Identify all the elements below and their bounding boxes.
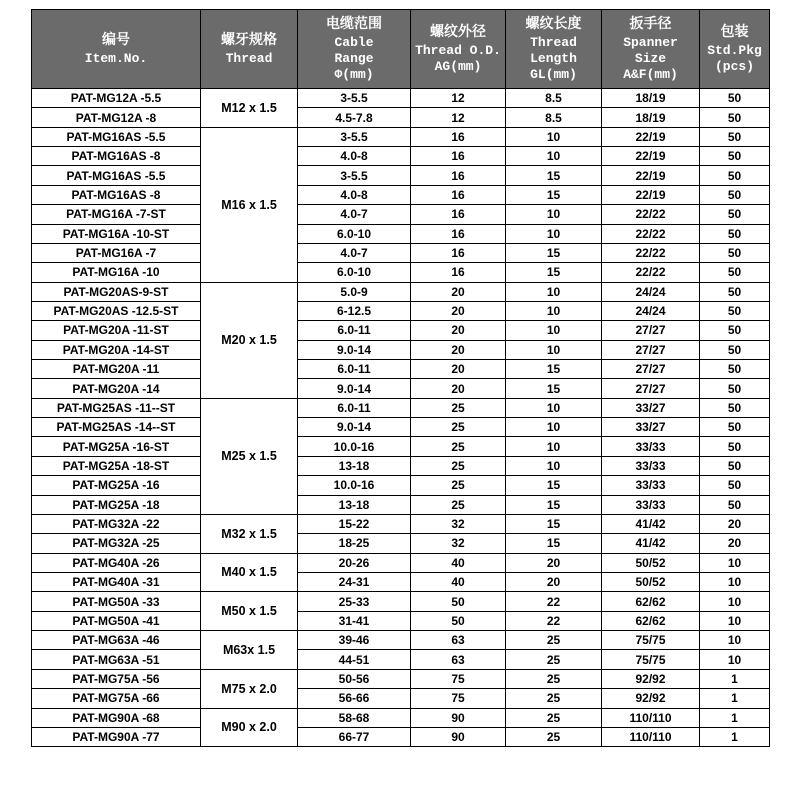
header-cable-range-en: Φ(mm) [334,66,374,82]
cell-item-no: PAT-MG20A -14 [32,379,201,398]
cell-thread-od: 25 [411,437,506,456]
table-row [32,147,770,166]
cell-spanner-size: 110/110 [602,727,700,746]
header-spanner-size-en: Size [634,50,667,66]
cell-std-pkg: 50 [700,456,770,475]
cell-spanner-size: 110/110 [602,708,700,727]
cell-thread-length: 10 [506,301,602,320]
cell-spanner-size: 33/27 [602,398,700,417]
header-row [32,10,770,89]
cell-item-no: PAT-MG50A -33 [32,592,201,611]
header-thread-length-en: GL(mm) [530,66,577,82]
cell-std-pkg: 50 [700,495,770,514]
cell-spanner-size: 75/75 [602,631,700,650]
cell-spanner-size: 92/92 [602,689,700,708]
table-row [32,437,770,456]
cell-thread: M40 x 1.5 [201,553,298,592]
cell-thread: M25 x 1.5 [201,398,298,514]
cell-thread-od: 32 [411,534,506,553]
cell-cable-range: 9.0-14 [298,418,411,437]
cell-std-pkg: 50 [700,224,770,243]
cell-item-no: PAT-MG75A -66 [32,689,201,708]
cell-thread-length: 10 [506,418,602,437]
cell-item-no: PAT-MG63A -51 [32,650,201,669]
cell-thread-od: 16 [411,127,506,146]
cell-spanner-size: 27/27 [602,321,700,340]
cell-item-no: PAT-MG32A -22 [32,514,201,533]
cell-thread-od: 20 [411,379,506,398]
header-spanner-size-en: A&F(mm) [623,66,678,82]
cell-item-no: PAT-MG20A -11 [32,360,201,379]
cell-thread-od: 16 [411,224,506,243]
cell-std-pkg: 1 [700,708,770,727]
cell-std-pkg: 50 [700,476,770,495]
cell-thread-length: 15 [506,514,602,533]
cell-cable-range: 13-18 [298,456,411,475]
header-cable-range-en: Range [334,50,374,66]
cell-item-no: PAT-MG25A -16 [32,476,201,495]
cell-thread-od: 20 [411,321,506,340]
table-header [32,10,770,89]
cell-cable-range: 31-41 [298,611,411,630]
cell-thread-length: 20 [506,572,602,591]
cell-thread-od: 16 [411,243,506,262]
cell-thread-od: 20 [411,340,506,359]
cell-thread-length: 8.5 [506,89,602,108]
table-row [32,127,770,146]
cell-spanner-size: 33/33 [602,495,700,514]
cell-item-no: PAT-MG90A -77 [32,727,201,746]
cell-item-no: PAT-MG25A -16-ST [32,437,201,456]
cell-std-pkg: 50 [700,360,770,379]
cell-std-pkg: 50 [700,243,770,262]
cell-thread-length: 15 [506,495,602,514]
cell-cable-range: 18-25 [298,534,411,553]
cell-item-no: PAT-MG16A -10 [32,263,201,282]
table-row [32,205,770,224]
table-row [32,340,770,359]
cell-thread: M32 x 1.5 [201,514,298,553]
cell-cable-range: 6.0-10 [298,224,411,243]
cell-thread-length: 15 [506,185,602,204]
cell-item-no: PAT-MG63A -46 [32,631,201,650]
cell-thread-od: 20 [411,301,506,320]
cell-thread-length: 22 [506,611,602,630]
header-spanner-size [602,10,700,89]
cell-cable-range: 6.0-11 [298,398,411,417]
cell-std-pkg: 50 [700,340,770,359]
header-std-pkg-zh: 包装 [720,23,749,40]
cell-thread: M16 x 1.5 [201,127,298,282]
cell-item-no: PAT-MG40A -31 [32,572,201,591]
cell-item-no: PAT-MG16AS -5.5 [32,127,201,146]
cell-spanner-size: 62/62 [602,611,700,630]
header-thread-en: Thread [225,50,273,66]
cell-thread-length: 25 [506,631,602,650]
cell-thread-length: 10 [506,147,602,166]
cell-thread-length: 10 [506,127,602,146]
table-row [32,669,770,688]
cell-thread-od: 25 [411,495,506,514]
cell-spanner-size: 24/24 [602,282,700,301]
cell-cable-range: 20-26 [298,553,411,572]
cell-item-no: PAT-MG25AS -14--ST [32,418,201,437]
cell-item-no: PAT-MG75A -56 [32,669,201,688]
table-row [32,282,770,301]
cell-thread-length: 15 [506,379,602,398]
cell-std-pkg: 50 [700,147,770,166]
cell-std-pkg: 50 [700,108,770,127]
table-row [32,572,770,591]
header-item-no-en: Item.No. [84,50,148,66]
cell-cable-range: 4.0-7 [298,243,411,262]
cell-std-pkg: 50 [700,166,770,185]
cell-std-pkg: 50 [700,437,770,456]
cell-thread-length: 15 [506,534,602,553]
cell-cable-range: 10.0-16 [298,476,411,495]
cell-spanner-size: 50/52 [602,572,700,591]
cell-thread: M12 x 1.5 [201,89,298,128]
table-row [32,418,770,437]
cell-std-pkg: 50 [700,301,770,320]
cell-thread-length: 15 [506,243,602,262]
cell-std-pkg: 10 [700,650,770,669]
cell-spanner-size: 22/19 [602,127,700,146]
cell-thread-length: 10 [506,205,602,224]
cell-thread-length: 25 [506,727,602,746]
table-row [32,185,770,204]
cell-spanner-size: 33/27 [602,418,700,437]
header-cable-range [298,10,411,89]
cell-thread-od: 90 [411,708,506,727]
cell-thread: M90 x 2.0 [201,708,298,747]
header-std-pkg-en: Std.Pkg [707,42,762,58]
header-std-pkg-en: (pcs) [714,58,754,74]
cell-cable-range: 4.0-8 [298,185,411,204]
cell-cable-range: 4.0-7 [298,205,411,224]
cell-spanner-size: 22/19 [602,166,700,185]
cell-spanner-size: 24/24 [602,301,700,320]
header-thread-zh: 螺牙规格 [221,31,277,48]
cell-cable-range: 15-22 [298,514,411,533]
table-row [32,263,770,282]
table-row [32,456,770,475]
cell-spanner-size: 18/19 [602,89,700,108]
table-row [32,689,770,708]
table-body [32,89,770,747]
cell-thread-od: 90 [411,727,506,746]
cell-item-no: PAT-MG20A -11-ST [32,321,201,340]
cell-thread-od: 40 [411,553,506,572]
cell-thread-length: 10 [506,224,602,243]
table-row [32,495,770,514]
table-row [32,727,770,746]
cell-cable-range: 50-56 [298,669,411,688]
cell-thread-length: 20 [506,553,602,572]
table-row [32,534,770,553]
cell-thread-length: 8.5 [506,108,602,127]
cell-item-no: PAT-MG20A -14-ST [32,340,201,359]
cell-std-pkg: 50 [700,263,770,282]
cell-cable-range: 6-12.5 [298,301,411,320]
cell-spanner-size: 22/19 [602,147,700,166]
cell-std-pkg: 50 [700,398,770,417]
cell-cable-range: 24-31 [298,572,411,591]
spec-table [31,9,770,747]
cell-item-no: PAT-MG20AS -12.5-ST [32,301,201,320]
cell-std-pkg: 50 [700,282,770,301]
cell-std-pkg: 50 [700,321,770,340]
header-thread-od-en: Thread O.D. [415,42,501,58]
cell-cable-range: 6.0-10 [298,263,411,282]
cell-cable-range: 6.0-11 [298,321,411,340]
table-row [32,398,770,417]
table-row [32,592,770,611]
header-thread-length-en: Length [530,50,577,66]
cell-item-no: PAT-MG12A -8 [32,108,201,127]
table-row [32,514,770,533]
cell-thread-od: 16 [411,263,506,282]
cell-cable-range: 6.0-11 [298,360,411,379]
cell-thread-length: 10 [506,456,602,475]
cell-item-no: PAT-MG50A -41 [32,611,201,630]
cell-spanner-size: 75/75 [602,650,700,669]
cell-thread-length: 10 [506,321,602,340]
cell-std-pkg: 10 [700,592,770,611]
cell-thread-od: 20 [411,282,506,301]
cell-std-pkg: 50 [700,205,770,224]
cell-thread-od: 32 [411,514,506,533]
cell-cable-range: 3-5.5 [298,89,411,108]
cell-item-no: PAT-MG16A -7-ST [32,205,201,224]
cell-thread-od: 16 [411,185,506,204]
cell-std-pkg: 10 [700,631,770,650]
cell-spanner-size: 41/42 [602,514,700,533]
cell-std-pkg: 20 [700,514,770,533]
cell-item-no: PAT-MG40A -26 [32,553,201,572]
cell-item-no: PAT-MG16AS -8 [32,147,201,166]
cell-item-no: PAT-MG25A -18-ST [32,456,201,475]
header-item-no [32,10,201,89]
cell-thread-od: 63 [411,650,506,669]
cell-spanner-size: 22/22 [602,205,700,224]
cell-cable-range: 66-77 [298,727,411,746]
cell-item-no: PAT-MG25AS -11--ST [32,398,201,417]
header-spanner-size-en: Spanner [623,34,678,50]
cell-thread-length: 25 [506,708,602,727]
cell-cable-range: 25-33 [298,592,411,611]
table-row [32,166,770,185]
cell-item-no: PAT-MG16AS -8 [32,185,201,204]
cell-thread-od: 25 [411,476,506,495]
cell-cable-range: 13-18 [298,495,411,514]
cell-thread: M50 x 1.5 [201,592,298,631]
cell-spanner-size: 22/22 [602,263,700,282]
table-row [32,321,770,340]
cell-std-pkg: 50 [700,89,770,108]
cell-thread-od: 40 [411,572,506,591]
cell-item-no: PAT-MG16A -10-ST [32,224,201,243]
cell-item-no: PAT-MG25A -18 [32,495,201,514]
cell-thread-od: 75 [411,669,506,688]
cell-std-pkg: 10 [700,553,770,572]
cell-thread-length: 25 [506,650,602,669]
cell-thread-length: 10 [506,398,602,417]
cell-spanner-size: 22/19 [602,185,700,204]
table-row [32,360,770,379]
table-row [32,650,770,669]
cell-thread-length: 15 [506,166,602,185]
cell-thread-length: 25 [506,669,602,688]
cell-cable-range: 9.0-14 [298,340,411,359]
cell-cable-range: 4.5-7.8 [298,108,411,127]
cell-thread-od: 63 [411,631,506,650]
cell-thread-od: 16 [411,147,506,166]
cell-cable-range: 10.0-16 [298,437,411,456]
cell-std-pkg: 10 [700,611,770,630]
cell-thread-od: 25 [411,398,506,417]
cell-item-no: PAT-MG12A -5.5 [32,89,201,108]
header-thread [201,10,298,89]
cell-cable-range: 3-5.5 [298,166,411,185]
cell-spanner-size: 22/22 [602,243,700,262]
table-row [32,108,770,127]
header-cable-range-zh: 电缆范围 [326,15,382,32]
cell-std-pkg: 50 [700,379,770,398]
cell-spanner-size: 18/19 [602,108,700,127]
cell-spanner-size: 33/33 [602,437,700,456]
cell-thread: M63x 1.5 [201,631,298,670]
cell-thread-od: 20 [411,360,506,379]
cell-spanner-size: 27/27 [602,340,700,359]
cell-thread-length: 10 [506,340,602,359]
cell-std-pkg: 50 [700,127,770,146]
header-item-no-zh: 编号 [102,31,130,48]
table-row [32,301,770,320]
cell-thread-length: 22 [506,592,602,611]
cell-spanner-size: 62/62 [602,592,700,611]
table-row [32,89,770,108]
cell-cable-range: 58-68 [298,708,411,727]
header-std-pkg [700,10,770,89]
cell-std-pkg: 20 [700,534,770,553]
table-row [32,476,770,495]
cell-std-pkg: 50 [700,418,770,437]
table-row [32,553,770,572]
cell-spanner-size: 27/27 [602,360,700,379]
header-spanner-size-zh: 扳手径 [629,15,672,32]
cell-thread-od: 12 [411,89,506,108]
cell-cable-range: 5.0-9 [298,282,411,301]
cell-thread-length: 10 [506,437,602,456]
table-row [32,224,770,243]
cell-std-pkg: 1 [700,689,770,708]
cell-cable-range: 4.0-8 [298,147,411,166]
table-row [32,611,770,630]
cell-thread-od: 75 [411,689,506,708]
cell-thread-length: 15 [506,476,602,495]
cell-item-no: PAT-MG20AS-9-ST [32,282,201,301]
cell-thread-od: 16 [411,205,506,224]
cell-cable-range: 9.0-14 [298,379,411,398]
cell-std-pkg: 50 [700,185,770,204]
header-thread-od [411,10,506,89]
cell-spanner-size: 27/27 [602,379,700,398]
header-thread-length [506,10,602,89]
cell-cable-range: 39-46 [298,631,411,650]
cell-spanner-size: 33/33 [602,476,700,495]
cell-item-no: PAT-MG16A -7 [32,243,201,262]
table-row [32,243,770,262]
cell-spanner-size: 22/22 [602,224,700,243]
header-thread-length-en: Thread [530,34,577,50]
cell-thread-od: 12 [411,108,506,127]
cell-spanner-size: 92/92 [602,669,700,688]
cell-thread-od: 50 [411,592,506,611]
table-row [32,631,770,650]
cell-thread-od: 16 [411,166,506,185]
cell-cable-range: 56-66 [298,689,411,708]
cell-thread-length: 25 [506,689,602,708]
cell-std-pkg: 10 [700,572,770,591]
table-row [32,708,770,727]
cell-std-pkg: 1 [700,727,770,746]
table-row [32,379,770,398]
cell-item-no: PAT-MG32A -25 [32,534,201,553]
cell-spanner-size: 50/52 [602,553,700,572]
cell-thread-od: 50 [411,611,506,630]
cell-thread-length: 15 [506,360,602,379]
cell-thread-length: 10 [506,282,602,301]
cell-item-no: PAT-MG90A -68 [32,708,201,727]
header-thread-od-zh: 螺纹外径 [430,23,486,40]
header-thread-od-en: AG(mm) [434,58,482,74]
cell-thread: M75 x 2.0 [201,669,298,708]
header-thread-length-zh: 螺纹长度 [525,15,582,32]
cell-cable-range: 44-51 [298,650,411,669]
cell-spanner-size: 33/33 [602,456,700,475]
cell-thread: M20 x 1.5 [201,282,298,398]
cell-thread-od: 25 [411,456,506,475]
header-cable-range-en: Cable [334,34,374,50]
cell-thread-od: 25 [411,418,506,437]
cell-cable-range: 3-5.5 [298,127,411,146]
cell-std-pkg: 1 [700,669,770,688]
cell-item-no: PAT-MG16AS -5.5 [32,166,201,185]
cell-spanner-size: 41/42 [602,534,700,553]
cell-thread-length: 15 [506,263,602,282]
